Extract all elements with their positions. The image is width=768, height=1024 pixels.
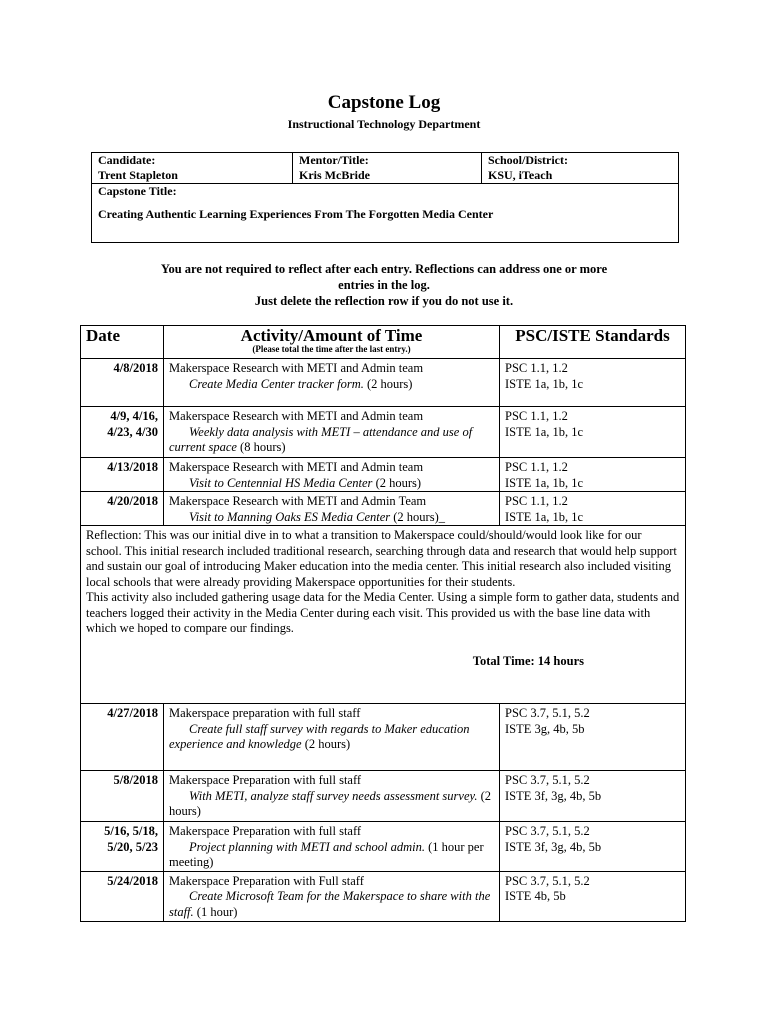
log-entry-row bbox=[81, 492, 686, 526]
entry-time: (1 hour) bbox=[193, 904, 238, 919]
entry-task: Create Microsoft Team for the Makerspace to share with the staff. bbox=[169, 889, 491, 919]
entry-activity bbox=[164, 771, 500, 822]
entry-iste: ISTE 1a, 1b, 1c bbox=[505, 376, 584, 391]
date-header: Date bbox=[81, 326, 164, 359]
log-entry-row bbox=[81, 822, 686, 872]
activity-header-label: Activity/Amount of Time bbox=[240, 326, 423, 345]
log-entry-row bbox=[81, 771, 686, 822]
entry-title: Makerspace Preparation with Full staff bbox=[169, 873, 364, 888]
entry-title: Makerspace Research with METI and Admin Team bbox=[169, 494, 427, 508]
activity-header bbox=[164, 326, 500, 359]
entry-time: (2 hours)_ bbox=[390, 509, 445, 524]
entry-standards bbox=[500, 359, 686, 407]
entry-task: Project planning with METI and school admin. bbox=[189, 839, 425, 854]
entry-psc: PSC 1.1, 1.2 bbox=[505, 409, 568, 423]
entry-activity bbox=[164, 458, 500, 492]
entry-activity bbox=[164, 407, 500, 458]
candidate-cell bbox=[92, 153, 293, 184]
entry-iste: ISTE 3f, 3g, 4b, 5b bbox=[505, 788, 602, 803]
capstone-title-cell bbox=[92, 184, 679, 243]
log-entry-row bbox=[81, 458, 686, 492]
log-entry-row bbox=[81, 704, 686, 771]
entry-iste: ISTE 3g, 4b, 5b bbox=[505, 721, 585, 736]
entry-title: Makerspace preparation with full staff bbox=[169, 706, 361, 720]
entry-task: Visit to Centennial HS Media Center bbox=[189, 475, 373, 490]
entry-date: 5/24/2018 bbox=[81, 871, 164, 921]
entry-activity bbox=[164, 359, 500, 407]
mentor-label: Mentor/Title: bbox=[299, 153, 369, 167]
entry-activity bbox=[164, 492, 500, 526]
entry-time: (2 hours) bbox=[169, 788, 492, 818]
entry-title: Makerspace Research with METI and Admin team bbox=[169, 409, 424, 423]
entry-iste: ISTE 4b, 5b bbox=[505, 889, 566, 903]
entry-psc: PSC 3.7, 5.1, 5.2 bbox=[505, 706, 590, 720]
entry-date: 4/9, 4/16, 4/23, 4/30 bbox=[81, 407, 164, 458]
school-label: School/District: bbox=[488, 153, 568, 167]
candidate-label: Candidate: bbox=[98, 153, 156, 167]
entry-psc: PSC 1.1, 1.2 bbox=[505, 361, 568, 375]
reflection-cell bbox=[81, 526, 686, 704]
log-entry-row bbox=[81, 871, 686, 921]
entry-psc: PSC 1.1, 1.2 bbox=[505, 494, 568, 508]
entry-title: Makerspace Research with METI and Admin team bbox=[169, 460, 424, 474]
entry-standards bbox=[500, 771, 686, 822]
candidate-name: Trent Stapleton bbox=[98, 168, 178, 182]
log-header-row bbox=[81, 326, 686, 359]
entry-psc: PSC 1.1, 1.2 bbox=[505, 460, 568, 474]
log-entry-row bbox=[81, 359, 686, 407]
notice-line: You are not required to reflect after each entry. Reflections can address one or more bbox=[160, 262, 608, 276]
entry-task: Create Media Center tracker form. bbox=[189, 376, 364, 391]
log-entry-row bbox=[81, 407, 686, 458]
page-title: Capstone Log bbox=[327, 92, 441, 113]
activity-header-note: (Please total the time after the last entry.) bbox=[252, 343, 411, 354]
mentor-cell bbox=[293, 153, 482, 184]
reflection-paragraph: Reflection: This was our initial dive in to what a transition to Makerspace could/should/would look like for our school. This initial research included traditional research, searching through data and research that would help support and sustain our goal of introducing Maker education into the media center. This initial research also included visiting local schools that were already providing Makerspace opportunities for their students. bbox=[86, 528, 677, 589]
school-cell bbox=[482, 153, 679, 184]
entry-date: 5/8/2018 bbox=[81, 771, 164, 822]
entry-iste: ISTE 1a, 1b, 1c bbox=[505, 424, 584, 439]
entry-date: 4/20/2018 bbox=[81, 492, 164, 526]
entry-task: Visit to Manning Oaks ES Media Center bbox=[189, 509, 391, 524]
entry-time: (2 hours) bbox=[301, 737, 351, 751]
entry-task: With METI, analyze staff survey needs assessment survey. bbox=[189, 788, 478, 803]
entry-iste: ISTE 1a, 1b, 1c bbox=[505, 509, 584, 524]
entry-title: Makerspace Preparation with full staff bbox=[169, 824, 362, 838]
entry-title: Makerspace Research with METI and Admin team bbox=[169, 361, 424, 375]
entry-standards bbox=[500, 822, 686, 872]
entry-standards bbox=[500, 704, 686, 771]
notice-line: Just delete the reflection row if you do not use it. bbox=[254, 294, 514, 308]
entry-activity bbox=[164, 704, 500, 771]
entry-standards bbox=[500, 492, 686, 526]
reflection-paragraph: This activity also included gathering usage data for the Media Center. Using a simple form to gather data, students and teachers logged their activity in the Media Center during each visit. This provided us with the base line data with which we hoped to compare our findings. bbox=[86, 590, 680, 635]
entry-time: (8 hours) bbox=[236, 440, 286, 454]
entry-time: (1 hour per meeting) bbox=[169, 839, 484, 869]
entry-task: Weekly data analysis with METI – attendance and use of current space bbox=[169, 424, 473, 454]
total-time: Total Time: 14 hours bbox=[472, 653, 584, 668]
entry-psc: PSC 3.7, 5.1, 5.2 bbox=[505, 824, 590, 838]
entry-standards bbox=[500, 871, 686, 921]
page-subtitle: Instructional Technology Department bbox=[287, 117, 481, 131]
entry-date: 4/27/2018 bbox=[81, 704, 164, 771]
entry-activity bbox=[164, 822, 500, 872]
entry-standards bbox=[500, 458, 686, 492]
entry-iste: ISTE 1a, 1b, 1c bbox=[505, 475, 584, 490]
entry-activity bbox=[164, 871, 500, 921]
school-name: KSU, iTeach bbox=[488, 168, 553, 182]
entry-date: 4/13/2018 bbox=[81, 458, 164, 492]
capstone-title: Creating Authentic Learning Experiences From The Forgotten Media Center bbox=[98, 207, 494, 221]
mentor-name: Kris McBride bbox=[299, 168, 370, 182]
entry-psc: PSC 3.7, 5.1, 5.2 bbox=[505, 873, 590, 888]
notice-line: entries in the log. bbox=[338, 278, 430, 292]
capstone-title-label: Capstone Title: bbox=[98, 184, 177, 198]
reflection-notice bbox=[120, 261, 648, 309]
entry-iste: ISTE 3f, 3g, 4b, 5b bbox=[505, 839, 602, 854]
entry-time: (2 hours) bbox=[372, 475, 422, 490]
standards-header: PSC/ISTE Standards bbox=[500, 326, 686, 359]
entry-date: 5/16, 5/18, 5/20, 5/23 bbox=[81, 822, 164, 872]
entry-title: Makerspace Preparation with full staff bbox=[169, 773, 362, 787]
capstone-log-table bbox=[80, 325, 686, 922]
entry-standards bbox=[500, 407, 686, 458]
candidate-info-table bbox=[91, 152, 679, 243]
entry-time: (2 hours) bbox=[363, 376, 413, 391]
entry-task: Create full staff survey with regards to Maker education experience and knowledge bbox=[169, 721, 470, 751]
entry-date: 4/8/2018 bbox=[81, 359, 164, 407]
entry-psc: PSC 3.7, 5.1, 5.2 bbox=[505, 773, 590, 787]
reflection-row bbox=[81, 526, 686, 704]
